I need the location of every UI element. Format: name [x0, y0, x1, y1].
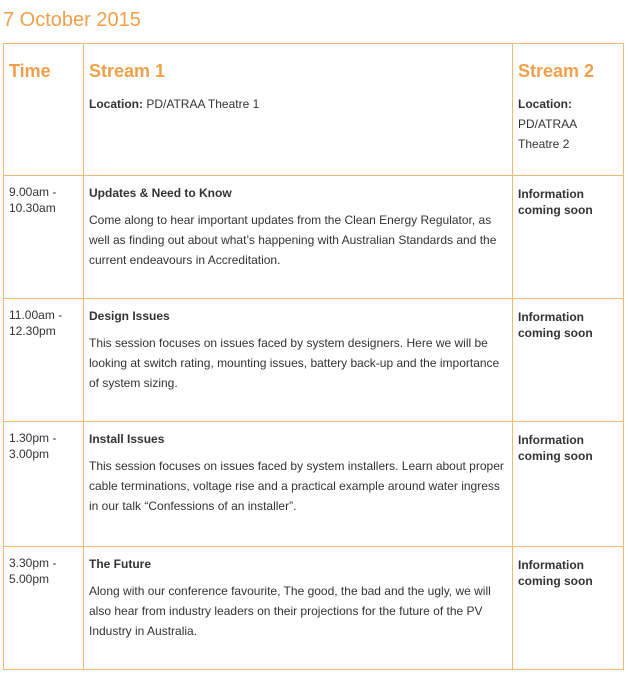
- stream2-info: [518, 432, 618, 464]
- stream2-location-line2: Theatre 2: [518, 137, 570, 151]
- date-heading: 7 October 2015: [3, 9, 141, 31]
- stream2-column-header: Stream 2: [518, 61, 595, 81]
- session-title: Updates & Need to Know: [89, 186, 232, 200]
- header-stream2-cell: [513, 44, 624, 176]
- session-description: This session focuses on issues faced by system installers. Learn about proper cable terminations, voltage rise and a practical example around water ingress in our talk “Confessions of an installer”.: [89, 459, 504, 513]
- table-row: [4, 176, 624, 299]
- stream2-info-line2: coming soon: [518, 574, 593, 588]
- schedule-table: [3, 43, 624, 670]
- time-cell: [4, 547, 84, 670]
- stream1-session-cell: [84, 176, 513, 299]
- time-end: 12.30pm: [9, 324, 56, 338]
- header-stream1-cell: [84, 44, 513, 176]
- time-start: 1.30pm -: [9, 431, 57, 445]
- session-description: This session focuses on issues faced by system designers. Here we will be looking at switch rating, mounting issues, battery back-up and the importance of system sizing.: [89, 336, 500, 390]
- stream2-session-cell: [513, 547, 624, 670]
- stream1-column-header: Stream 1: [89, 61, 166, 81]
- stream2-session-cell: [513, 176, 624, 299]
- time-cell: [4, 422, 84, 547]
- time-column-header: Time: [9, 61, 51, 81]
- stream1-location-value: PD/ATRAA Theatre 1: [143, 97, 260, 111]
- table-row: [4, 299, 624, 422]
- header-row: [4, 44, 624, 176]
- stream2-session-cell: [513, 299, 624, 422]
- stream1-location: [89, 94, 512, 114]
- stream2-session-cell: [513, 422, 624, 547]
- session-description: Along with our conference favourite, The good, the bad and the ugly, we will also hear from industry leaders on their projections for the future of the PV Industry in Australia.: [89, 584, 491, 638]
- stream2-info: [518, 557, 618, 589]
- time-cell: [4, 299, 84, 422]
- session-title: Install Issues: [89, 432, 165, 446]
- stream2-location-line1: PD/ATRAA: [518, 117, 578, 131]
- time-end: 10.30am: [9, 201, 56, 215]
- stream1-session-cell: [84, 299, 513, 422]
- time-end: 5.00pm: [9, 572, 50, 586]
- stream2-info: [518, 309, 618, 341]
- time-cell: [4, 176, 84, 299]
- table-row: [4, 422, 624, 547]
- stream2-info: [518, 186, 618, 218]
- stream2-info-line1: Information: [518, 187, 584, 201]
- stream2-info-line1: Information: [518, 310, 584, 324]
- table-row: [4, 547, 624, 670]
- time-start: 11.00am -: [9, 308, 63, 322]
- stream2-info-line1: Information: [518, 558, 584, 572]
- time-start: 9.00am -: [9, 185, 57, 199]
- stream1-session-cell: [84, 422, 513, 547]
- session-title: Design Issues: [89, 309, 170, 323]
- stream2-info-line2: coming soon: [518, 203, 593, 217]
- session-title: The Future: [89, 557, 151, 571]
- stream2-info-line2: coming soon: [518, 449, 593, 463]
- stream2-location: [518, 94, 623, 154]
- time-end: 3.00pm: [9, 447, 50, 461]
- stream2-info-line1: Information: [518, 433, 584, 447]
- stream1-session-cell: [84, 547, 513, 670]
- stream2-info-line2: coming soon: [518, 326, 593, 340]
- stream1-location-label: Location:: [89, 97, 143, 111]
- time-start: 3.30pm -: [9, 556, 57, 570]
- session-description: Come along to hear important updates from the Clean Energy Regulator, as well as finding out about what’s happening with Australian Standards and the current endeavours in Accreditation.: [89, 213, 497, 267]
- header-time-cell: [4, 44, 84, 176]
- stream2-location-label: Location:: [518, 97, 572, 111]
